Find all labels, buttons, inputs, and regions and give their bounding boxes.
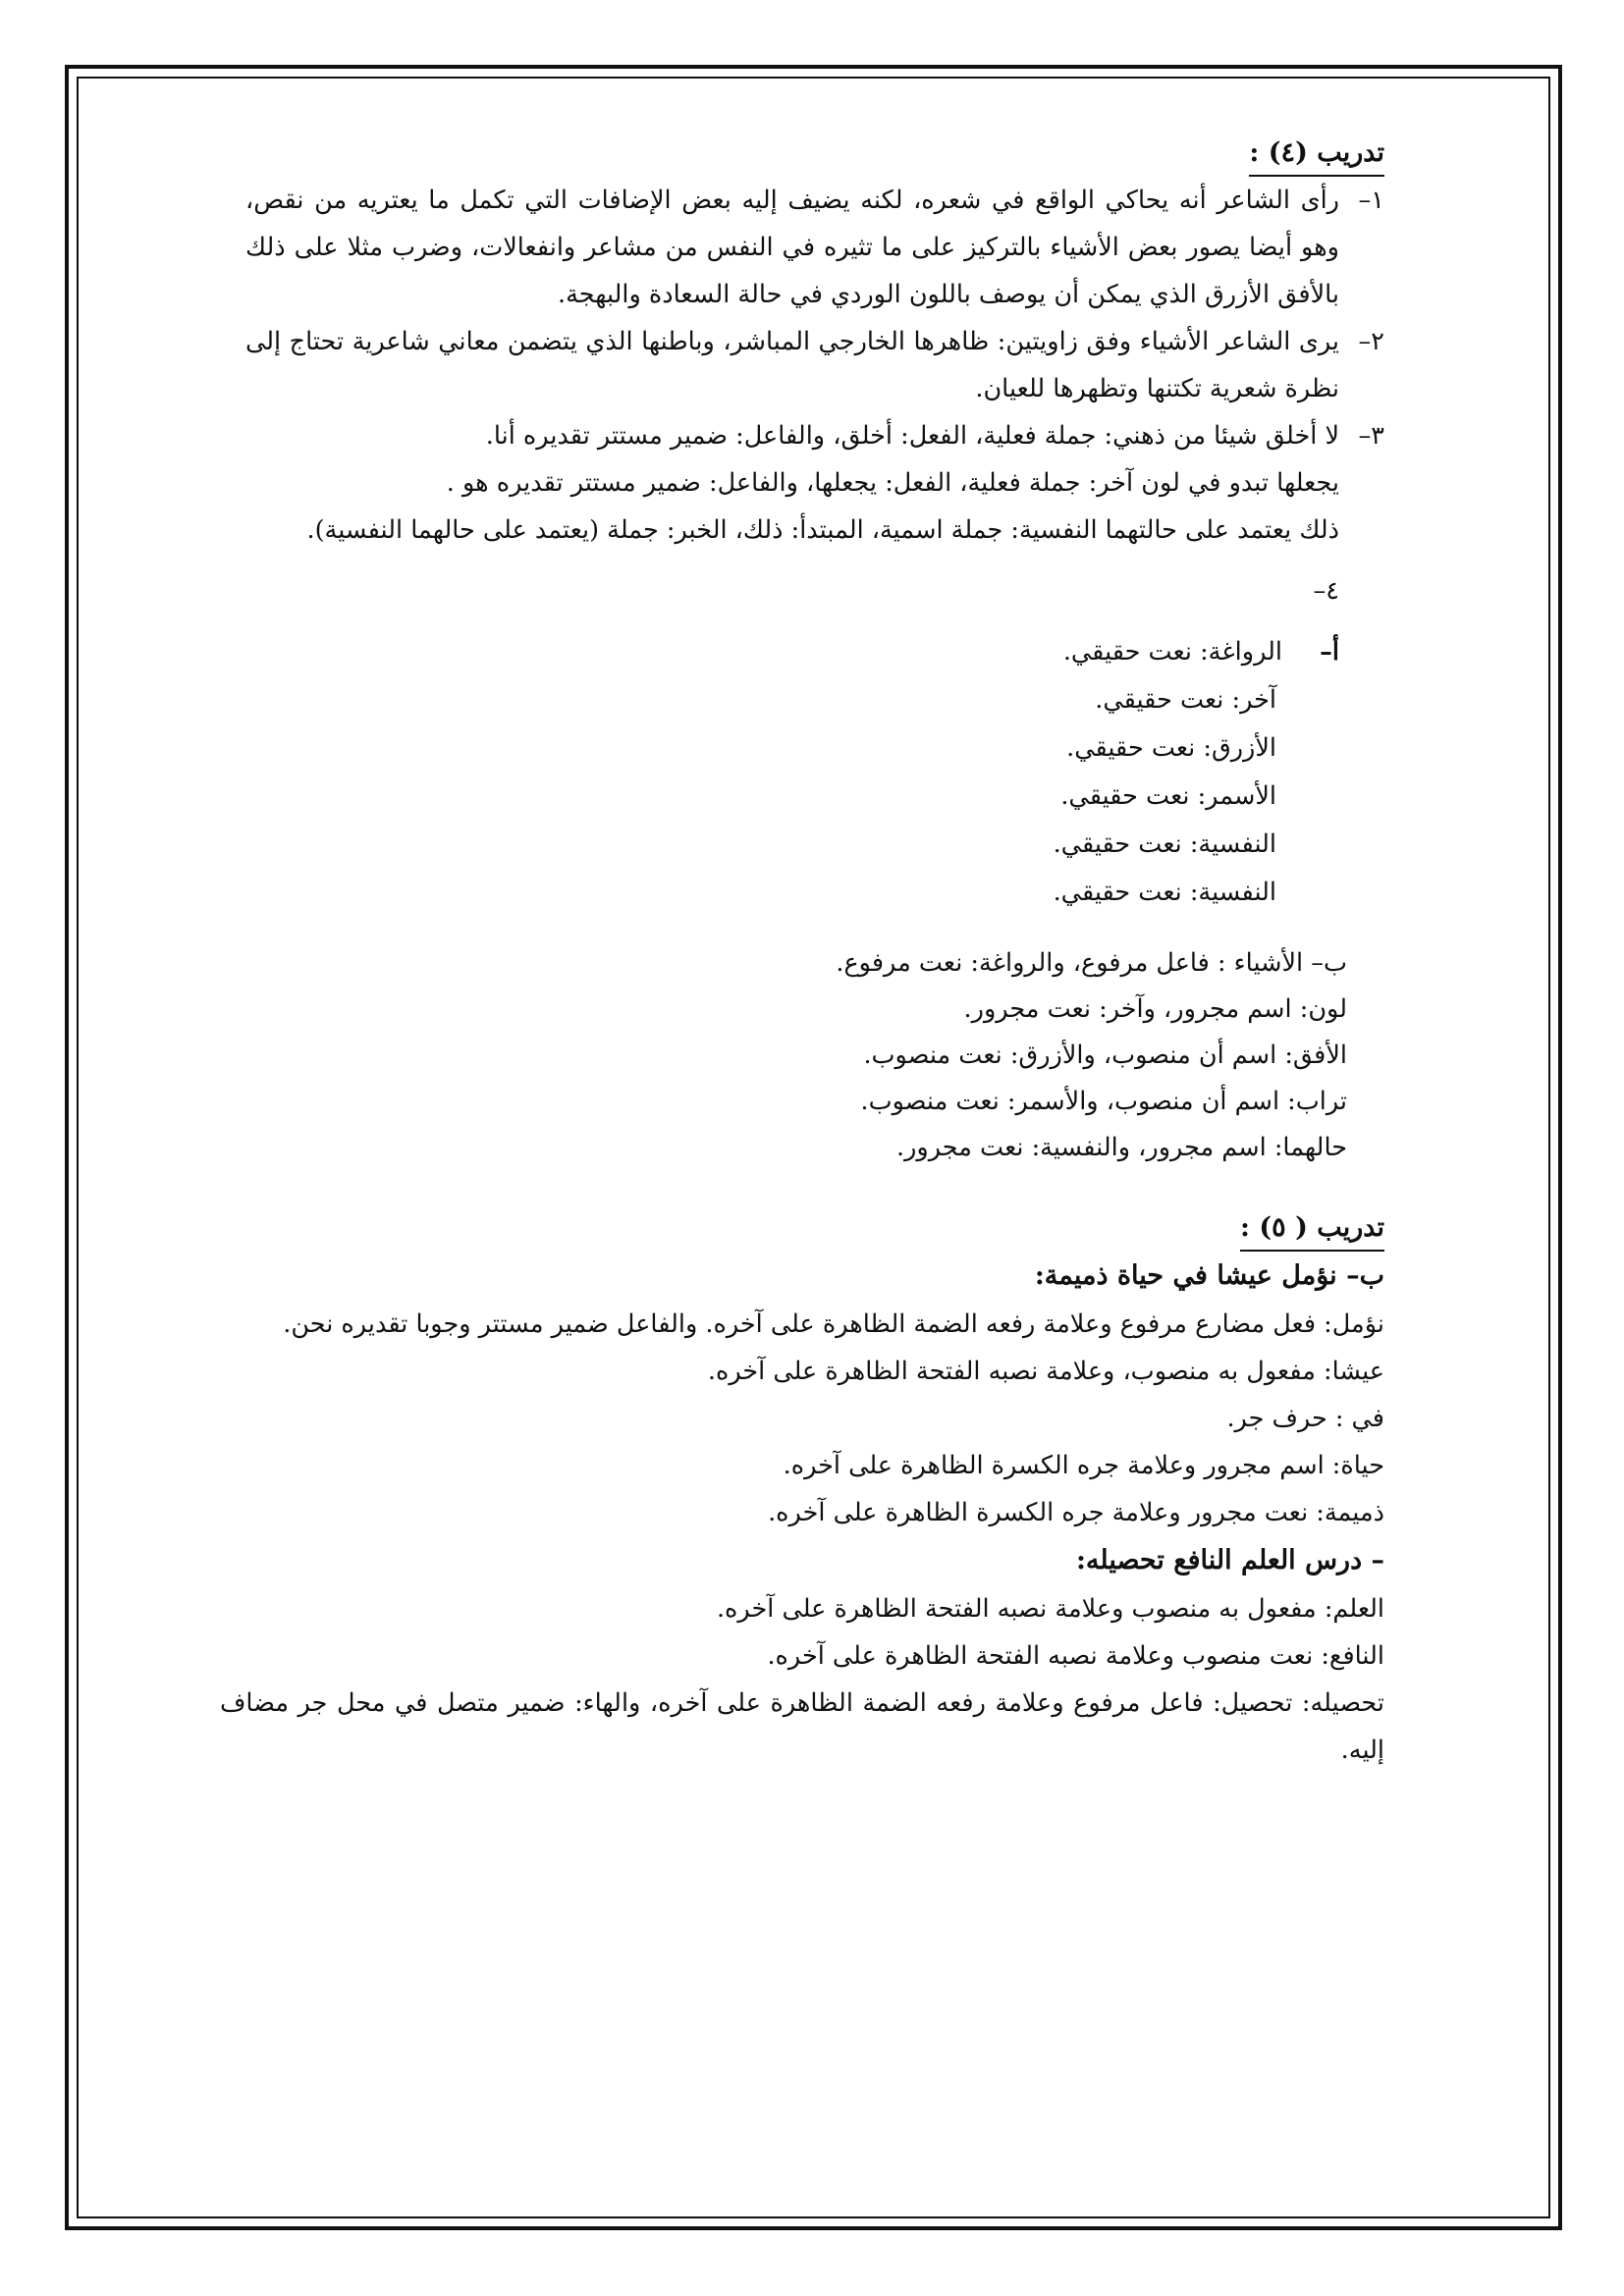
exercise5-title: تدريب ( ٥) : <box>1240 1206 1384 1252</box>
paragraph: تحصيله: تحصيل: فاعل مرفوع وعلامة رفعه الضمة الظاهرة على آخره، والهاء: ضمير متصل في محل جر مضاف إليه. <box>220 1688 1384 1765</box>
exercise5-part-2-heading: – درس العلم النافع تحصيله: <box>1075 1545 1384 1575</box>
item-number: ٣– <box>1358 421 1384 451</box>
exercise5-section <box>220 1201 1384 1774</box>
paragraph: العلم: مفعول به منصوب وعلامة نصبه الفتحة الظاهرة على آخره. <box>716 1594 1384 1624</box>
part-a-label: أ– <box>1320 637 1339 667</box>
item-text: يرى الشاعر الأشياء وفق زاويتين: ظاهرها الخارجي المباشر، وباطنها الذي يتضمن معاني شاعرية تحتاج إلى نظرة شعرية تكتنها وتظهرها للعيان. <box>245 327 1339 403</box>
exercise4-part-a <box>245 628 1384 917</box>
list-item: حالهما: اسم مجرور، والنفسية: نعت مجرور. <box>896 1133 1347 1162</box>
list-item: آخر: نعت حقيقي. <box>1095 685 1276 715</box>
paragraph: حياة: اسم مجرور وعلامة جره الكسرة الظاهرة على آخره. <box>783 1451 1384 1480</box>
list-item: لون: اسم مجرور، وآخر: نعت مجرور. <box>963 994 1347 1024</box>
list-item: ب– الأشياء : فاعل مرفوع، والرواغة: نعت مرفوع. <box>836 948 1347 978</box>
list-item: الأسمر: نعت حقيقي. <box>1060 781 1276 811</box>
paragraph: عيشا: مفعول به منصوب، وعلامة نصبه الفتحة الظاهرة على آخره. <box>707 1357 1384 1386</box>
exercise4-item-2 <box>245 318 1384 412</box>
list-item: الأفق: اسم أن منصوب، والأزرق: نعت منصوب. <box>863 1041 1347 1070</box>
exercise4-item-3-line-2: يجعلها تبدو في لون آخر: جملة فعلية، الفعل: يجعلها، والفاعل: ضمير مستتر تقديره هو . <box>446 468 1339 498</box>
item-number: ٢– <box>1358 327 1384 356</box>
list-item: الأزرق: نعت حقيقي. <box>1066 733 1276 763</box>
paragraph: ذميمة: نعت مجرور وعلامة جره الكسرة الظاهرة على آخره. <box>768 1498 1384 1527</box>
item-text: لا أخلق شيئا من ذهني: جملة فعلية، الفعل: أخلق، والفاعل: ضمير مستتر تقديره أنا. <box>485 421 1339 451</box>
exercise4-title: تدريب (٤) : <box>1249 132 1384 177</box>
exercise4-item-4-number: ٤– <box>1313 576 1339 606</box>
document-page <box>220 126 1384 1774</box>
part-a-list <box>1054 628 1282 917</box>
list-item: النفسية: نعت حقيقي. <box>1053 829 1276 859</box>
list-item: تراب: اسم أن منصوب، والأسمر: نعت منصوب. <box>860 1087 1347 1116</box>
paragraph: في : حرف جر. <box>1226 1404 1384 1433</box>
list-item: النفسية: نعت حقيقي. <box>1053 878 1276 907</box>
exercise5-part-b-heading: ب– نؤمل عيشا في حياة ذميمة: <box>1034 1260 1384 1291</box>
paragraph: نؤمل: فعل مضارع مرفوع وعلامة رفعه الضمة الظاهرة على آخره. والفاعل ضمير مستتر وجوبا تقديره نحن. <box>283 1309 1384 1339</box>
list-item: الرواغة: نعت حقيقي. <box>1062 637 1282 667</box>
exercise4-item-1 <box>245 177 1384 318</box>
exercise4-part-b <box>245 940 1384 1171</box>
exercise4-item-3-line-3: ذلك يعتمد على حالتهما النفسية: جملة اسمية، المبتدأ: ذلك، الخبر: جملة (يعتمد على حالهما النفسية). <box>306 515 1339 545</box>
exercise4-item-3 <box>245 412 1384 459</box>
paragraph: النافع: نعت منصوب وعلامة نصبه الفتحة الظاهرة على آخره. <box>767 1641 1384 1671</box>
item-text: رأى الشاعر أنه يحاكي الواقع في شعره، لكنه يضيف إليه بعض الإضافات التي تكمل ما يعتريه من نقص، وهو أيضا يصور بعض الأشياء بالتركيز على ما تثيره في النفس من مشاعر وانفعالات، وضرب مثلا على ذلك بالأفق الأزرق الذي يمكن أن يوصف باللون الوردي في حالة السعادة والبهجة. <box>245 186 1339 309</box>
item-number: ١– <box>1358 186 1384 215</box>
